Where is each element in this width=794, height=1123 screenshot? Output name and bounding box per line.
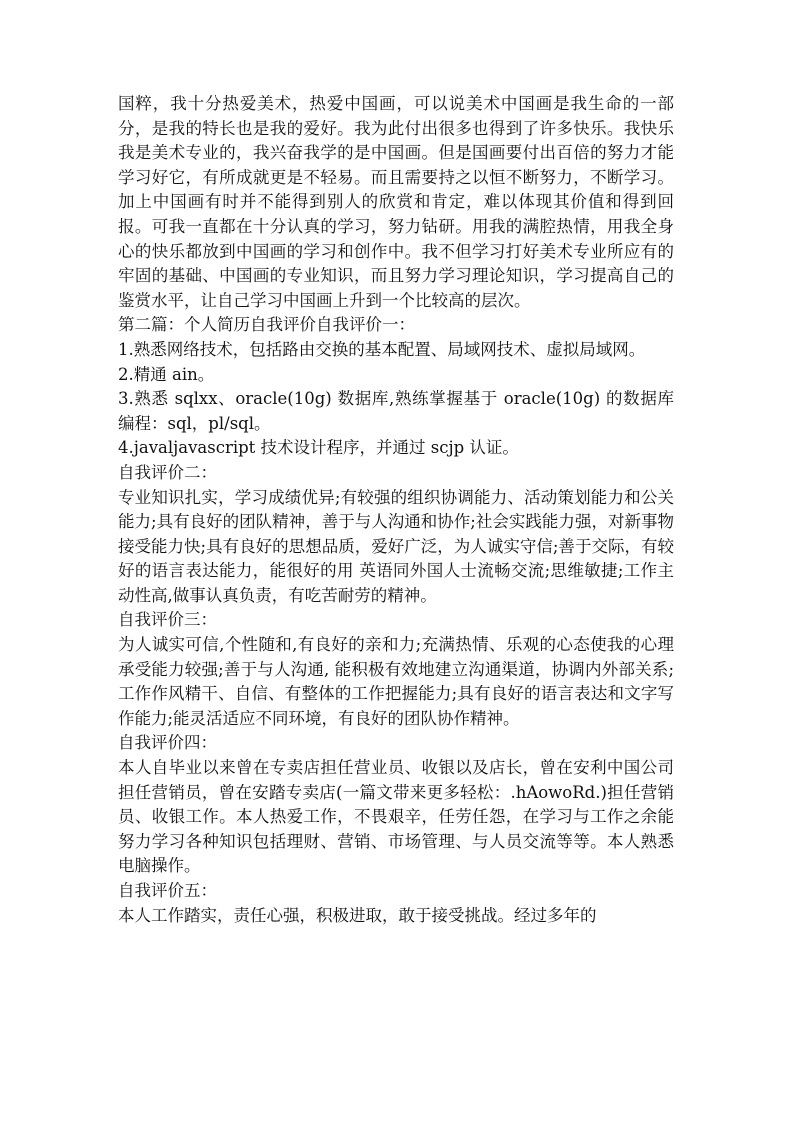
intro-paragraph: 国粹，我十分热爱美术，热爱中国画，可以说美术中国画是我生命的一部分，是我的特长也是我的爱好。我为此付出很多也得到了许多快乐。我快乐我是美术专业的，我兴奋我学的是中国画。但是国画要付出百倍的努力才能学习好它，有所成就更是不轻易。而且需要持之以恒不断努力，不断学习。加上中国画有时并不能得到别人的欣赏和肯定，难以体现其价值和得到回报。可我一直都在十分认真的学习，努力钻研。用我的满腔热情，用我全身心的快乐都放到中国画的学习和创作中。我不但学习打好美术专业所应有的牢固的基础、中国画的专业知识，而且努力学习理论知识，学习提高自己的鉴赏水平，让自己学习中国画上升到一个比较高的层次。	[118, 94, 674, 310]
list-item: 3.熟悉 sqlxx、oracle(10g) 数据库,熟练掌握基于 oracle(10g) 的数据库编程：sql，pl/sql。	[118, 389, 674, 433]
eval4-title: 自我评价四：	[118, 733, 217, 753]
eval5-paragraph: 本人工作踏实，责任心强，积极进取，敢于接受挑战。经过多年的	[118, 905, 597, 925]
section2-title: 第二篇：个人简历自我评价自我评价一：	[118, 315, 415, 335]
eval2-paragraph: 专业知识扎实，学习成绩优异;有较强的组织协调能力、活动策划能力和公关能力;具有良好的团队精神，善于与人沟通和协作;社会实践能力强，对新事物接受能力快;具有良好的思想品质，爱好广泛，为人诚实守信;善于交际，有较好的语言表达能力，能很好的用 英语同外国人士流畅交流;思维敏捷;工作主动性高,做事认真负责，有吃苦耐劳的精神。	[118, 487, 674, 605]
eval4-paragraph: 本人自毕业以来曾在专卖店担任营业员、收银以及店长，曾在安利中国公司担任营销员，曾在安踏专卖店(一篇文带来更多轻松：.hAowoRd.)担任营销员、收银工作。本人热爱工作，不畏艰辛，任劳任怨，在学习与工作之余能努力学习各种知识包括理财、营销、市场管理、与人员交流等等。本人熟悉电脑操作。	[118, 758, 674, 876]
eval3-title: 自我评价三：	[118, 610, 217, 630]
eval3-paragraph: 为人诚实可信,个性随和,有良好的亲和力;充满热情、乐观的心态使我的心理承受能力较强;善于与人沟通, 能积极有效地建立沟通渠道，协调内外部关系;工作作风精干、自信、有整体的工作把握能力;具有良好的语言表达和文字写作能力;能灵活适应不同环境，有良好的团队协作精神。	[118, 635, 674, 728]
document-page	[118, 92, 674, 928]
list-item: 1.熟悉网络技术，包括路由交换的基本配置、局域网技术、虚拟局域网。	[118, 339, 646, 359]
list-item: 2.精通 ain。	[118, 364, 215, 384]
eval2-title: 自我评价二：	[118, 462, 217, 482]
list-item: 4.javaljavascript 技术设计程序，并通过 scjp 认证。	[118, 438, 519, 458]
eval5-title: 自我评价五：	[118, 881, 217, 900]
